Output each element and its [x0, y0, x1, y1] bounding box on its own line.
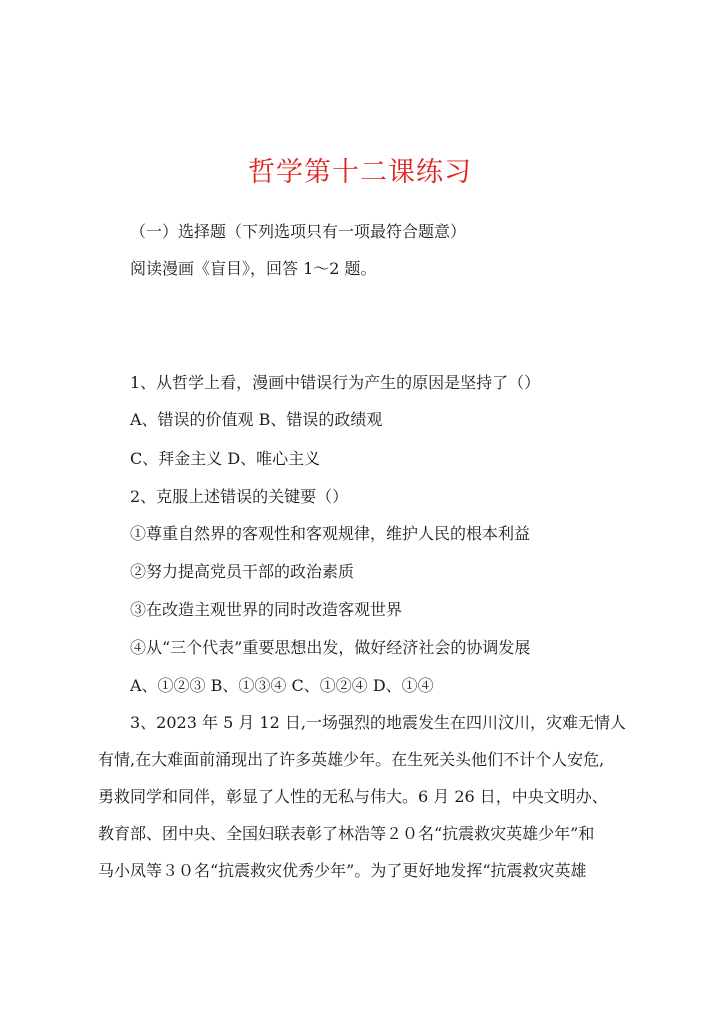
section-heading: （一）选择题（下列选项只有一项最符合题意）: [130, 222, 467, 241]
question-2-stem: 2、克服上述错误的关键要（）: [130, 487, 349, 506]
question-1-stem: 1、从哲学上看，漫画中错误行为产生的原因是坚持了（）: [130, 373, 541, 392]
question-2-item-4: ④从“三个代表”重要思想出发，做好经济社会的协调发展: [130, 638, 531, 657]
question-3-paragraph: [98, 713, 638, 898]
paragraph-line: 勇救同学和同伴，彰显了人性的无私与伟大。6 月 26 日，中央文明办、: [98, 787, 608, 806]
question-2-item-3: ③在改造主观世界的同时改造客观世界: [130, 600, 403, 619]
paragraph-line: 教育部、团中央、全国妇联表彰了林浩等２０名“抗震救灾英雄少年”和: [98, 824, 595, 843]
paragraph-line: 有情,在大难面前涌现出了许多英雄少年。在生死关头他们不计个人安危,: [98, 750, 605, 769]
reading-intro: 阅读漫画《盲目》，回答 1～2 题。: [130, 259, 377, 278]
question-1-options-ab: A、错误的价值观 B、错误的政绩观: [130, 410, 383, 429]
paragraph-line: 马小凤等３０名“抗震救灾优秀少年”。为了更好地发挥“抗震救灾英雄: [98, 861, 587, 880]
question-1-options-cd: C、拜金主义 D、唯心主义: [130, 449, 321, 468]
paragraph-line: 3、2023 年 5 月 12 日,一场强烈的地震发生在四川汶川，灾难无情人: [130, 713, 626, 732]
question-2-item-2: ②努力提高党员干部的政治素质: [130, 562, 355, 581]
question-2-item-1: ①尊重自然界的客观性和客观规律，维护人民的根本利益: [130, 524, 531, 543]
question-2-options: A、①②③ B、①③④ C、①②④ D、①④: [130, 676, 434, 695]
document-title: 哲学第十二课练习: [248, 157, 472, 188]
